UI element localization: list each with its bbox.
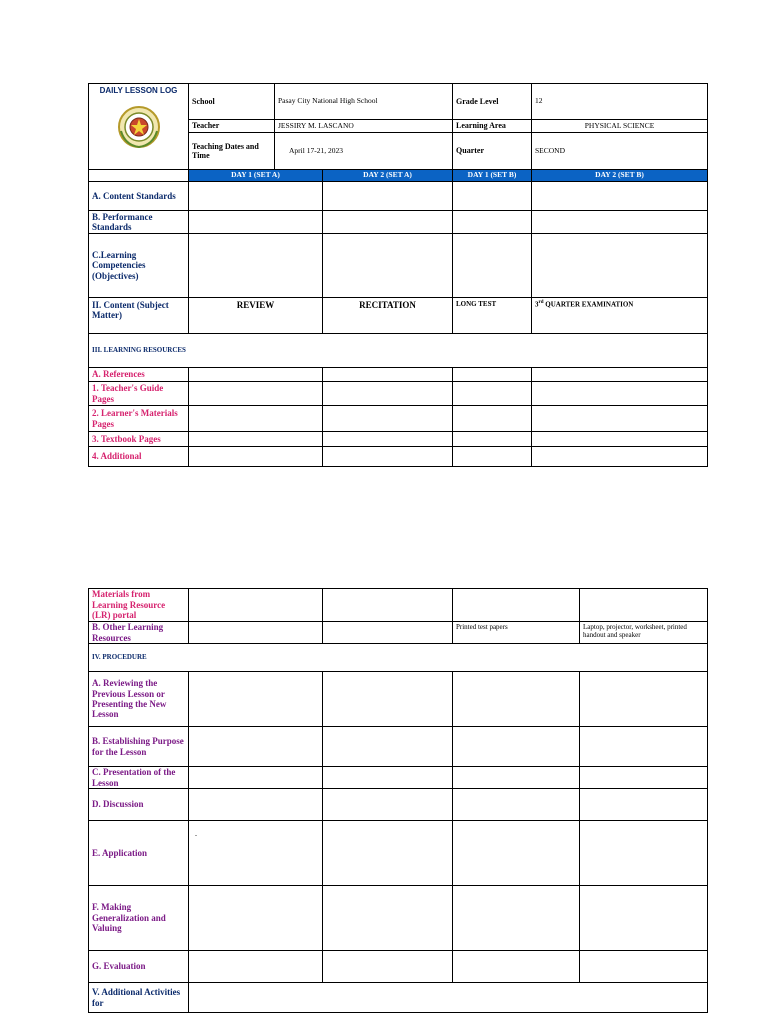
content-day2: RECITATION: [323, 298, 453, 334]
row-discussion: D. Discussion: [89, 789, 189, 821]
grade-label: Grade Level: [453, 84, 532, 120]
row-application: E. Application: [89, 821, 189, 886]
log-title: DAILY LESSON LOG: [99, 86, 178, 95]
day-header-4: DAY 2 (SET B): [532, 170, 708, 182]
row-materials-portal: Materials from Learning Resource (LR) portal: [89, 589, 189, 622]
row-purpose: B. Establishing Purpose for the Lesson: [89, 727, 189, 767]
lesson-log-table-top: [88, 83, 708, 467]
row-generalization: F. Making Generalization and Valuing: [89, 886, 189, 951]
row-learners-materials: 2. Learner's Materials Pages: [89, 406, 189, 432]
quarter-label: Quarter: [453, 133, 532, 170]
content-day4-number: 3: [535, 300, 539, 309]
grade-value: 12: [532, 84, 708, 120]
row-other-resources: B. Other Learning Resources: [89, 622, 189, 644]
school-value: Pasay City National High School: [275, 84, 453, 120]
row-textbook: 3. Textbook Pages: [89, 432, 189, 447]
teacher-value: JESSIRY M. LASCANO: [275, 120, 453, 133]
row-reviewing: A. Reviewing the Previous Lesson or Presenting the New Lesson: [89, 672, 189, 727]
row-procedure: IV. PROCEDURE: [89, 644, 708, 672]
area-label: Learning Area: [453, 120, 532, 133]
row-references: A. References: [89, 368, 189, 382]
lesson-log-table-bottom: [88, 588, 708, 1013]
day-header-1: DAY 1 (SET A): [189, 170, 323, 182]
row-content: II. Content (Subject Matter): [89, 298, 189, 334]
row-additional: 4. Additional: [89, 447, 189, 467]
dates-label: Teaching Dates and Time: [189, 133, 275, 170]
day-header-3: DAY 1 (SET B): [453, 170, 532, 182]
content-day4: [532, 298, 708, 334]
row-evaluation: G. Evaluation: [89, 951, 189, 983]
school-seal-icon: [117, 105, 161, 149]
content-day3: LONG TEST: [453, 298, 532, 334]
quarter-value: SECOND: [532, 133, 708, 170]
application-mark: .: [189, 821, 323, 886]
row-content-standards: A. Content Standards: [89, 182, 189, 211]
content-day1: REVIEW: [189, 298, 323, 334]
row-teachers-guide: 1. Teacher's Guide Pages: [89, 382, 189, 406]
row-learning-resources: III. LEARNING RESOURCES: [89, 334, 708, 368]
log-title-cell: [89, 84, 189, 170]
row-presentation: C. Presentation of the Lesson: [89, 767, 189, 789]
row-competencies: C.Learning Competencies (Objectives): [89, 234, 189, 298]
row-performance-standards: B. Performance Standards: [89, 211, 189, 234]
dates-value: April 17-21, 2023: [275, 133, 453, 170]
other-resources-day3: Printed test papers: [453, 622, 580, 644]
content-day4-text: QUARTER EXAMINATION: [545, 300, 634, 309]
teacher-label: Teacher: [189, 120, 275, 133]
school-label: School: [189, 84, 275, 120]
row-additional-activities: V. Additional Activities for: [89, 983, 189, 1013]
area-value: PHYSICAL SCIENCE: [532, 120, 708, 133]
day-header-blank: [89, 170, 189, 182]
day-header-2: DAY 2 (SET A): [323, 170, 453, 182]
content-day4-sup: rd: [538, 300, 544, 305]
other-resources-day4: Laptop, projector, worksheet, printed handout and speaker: [580, 622, 708, 644]
